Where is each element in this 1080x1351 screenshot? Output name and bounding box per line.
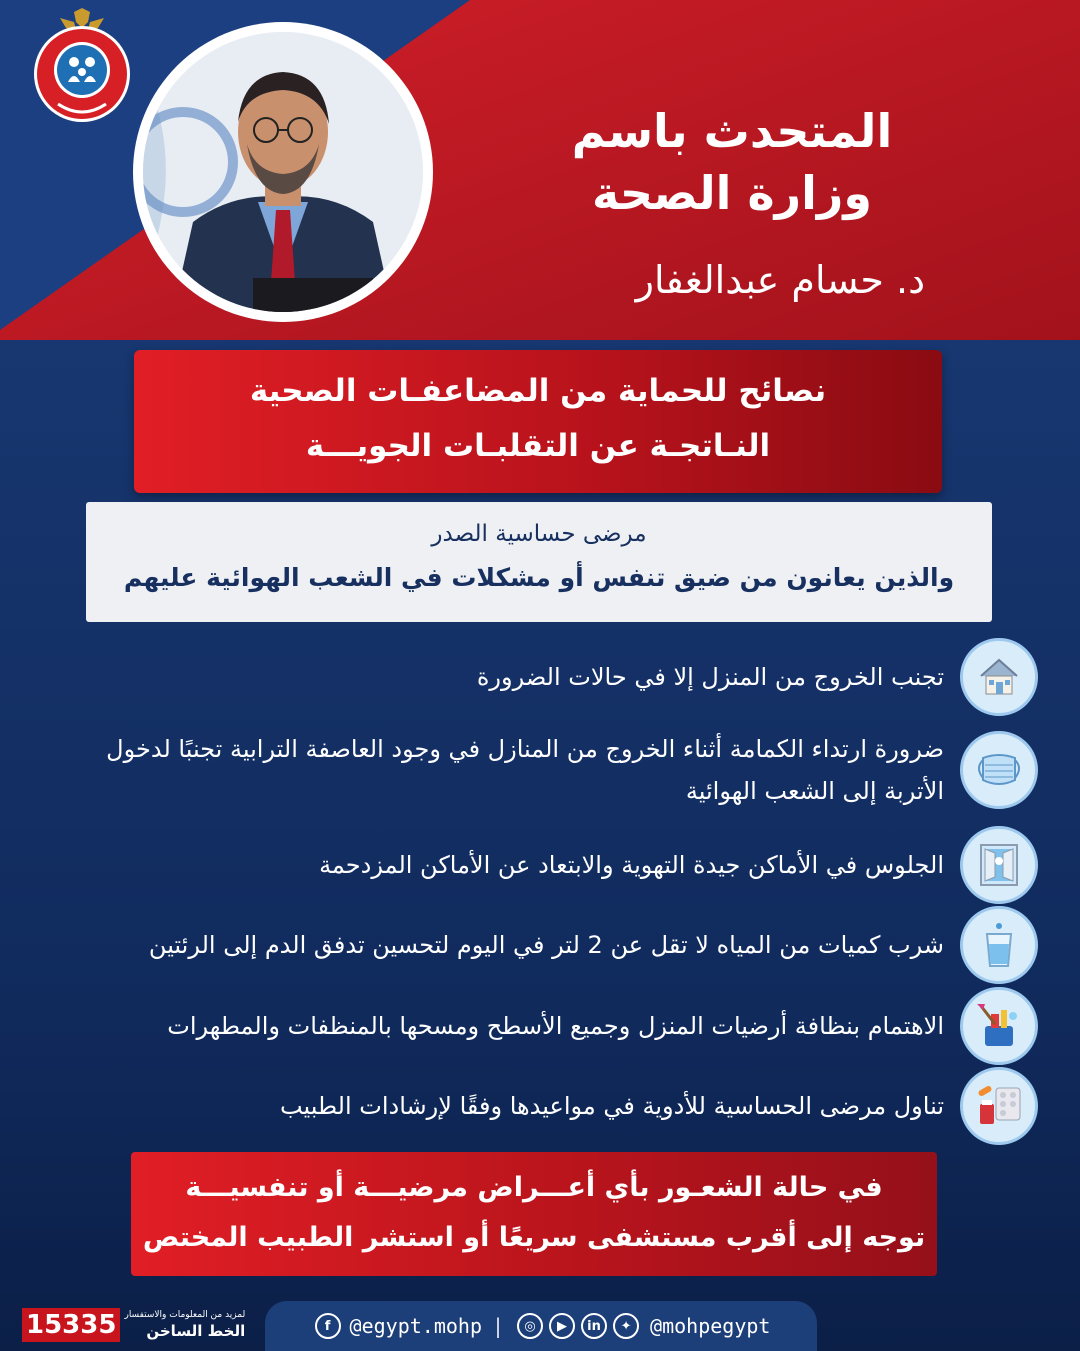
- twitter-icon[interactable]: ✦: [613, 1313, 639, 1339]
- social-bar: [265, 1301, 817, 1351]
- youtube-icon[interactable]: ▶: [549, 1313, 575, 1339]
- house-icon: [960, 638, 1038, 716]
- speaker-name: د. حسام عبدالغفار: [635, 258, 925, 302]
- headline-line-1: نصائح للحماية من المضاعفـات الصحية: [249, 373, 827, 409]
- headline-line-2: النـاتجـة عن التقلبـات الجويـــة: [305, 428, 771, 464]
- speaker-photo-inner: [143, 32, 423, 312]
- footer: [0, 1293, 1080, 1351]
- face-mask-icon: [960, 731, 1038, 809]
- ministry-logo: [30, 8, 134, 126]
- cleaning-supplies-icon: [960, 987, 1038, 1065]
- tip-item: [40, 728, 1038, 812]
- tip-text: تجنب الخروج من المنزل إلا في حالات الضرورة: [476, 663, 944, 691]
- tip-item: [40, 826, 1038, 904]
- hotline: [22, 1307, 245, 1343]
- audience-line-1: مرضى حساسية الصدر: [431, 521, 647, 547]
- page-title: [522, 100, 942, 224]
- tip-item: [40, 906, 1038, 984]
- tip-text: شرب كميات من المياه لا تقل عن 2 لتر في اليوم لتحسين تدفق الدم إلى الرئتين: [148, 931, 944, 959]
- title-line-1: المتحدث باسم: [571, 104, 893, 158]
- ministry-seal-icon: [30, 8, 134, 126]
- tip-item: [40, 638, 1038, 716]
- instagram-icon[interactable]: ◎: [517, 1313, 543, 1339]
- hotline-label-group: [124, 1309, 245, 1341]
- tip-text: تناول مرضى الحساسية للأدوية في مواعيدها وفقًا لإرشادات الطبيب: [279, 1092, 944, 1120]
- linkedin-icon[interactable]: in: [581, 1313, 607, 1339]
- tip-text: الاهتمام بنظافة أرضيات المنزل وجميع الأسطح ومسحها بالمنظفات والمطهرات: [167, 1012, 944, 1040]
- hotline-number[interactable]: 15335: [22, 1308, 120, 1342]
- medicine-pills-icon: [960, 1067, 1038, 1145]
- tip-text: ضرورة ارتداء الكمامة أثناء الخروج من المنازل في وجود العاصفة الترابية تجنبًا لدخول الأتربة إلى الشعب الهوائية: [106, 735, 944, 805]
- warning-line-1: في حالة الشعـور بأي أعـــراض مرضيـــة أو تنفسيـــة: [185, 1172, 883, 1203]
- title-line-2: وزارة الصحة: [592, 166, 872, 220]
- other-social-handle[interactable]: @mohpegypt: [650, 1314, 771, 1338]
- speaker-portrait-icon: [143, 32, 423, 312]
- audience-box: [86, 502, 992, 622]
- warning-line-2: توجه إلى أقرب مستشفى سريعًا أو استشر الطبيب المختص: [142, 1222, 926, 1253]
- facebook-icon[interactable]: f: [315, 1313, 341, 1339]
- hotline-label: الخط الساخن: [146, 1322, 246, 1340]
- tip-item: [40, 1067, 1038, 1145]
- facebook-handle[interactable]: @egypt.mohp: [349, 1314, 482, 1338]
- audience-line-2: والذين يعانون من ضيق تنفس أو مشكلات في الشعب الهوائية عليهم: [123, 563, 955, 592]
- tip-text: الجلوس في الأماكن جيدة التهوية والابتعاد عن الأماكن المزدحمة: [319, 851, 944, 879]
- speaker-photo: [133, 22, 433, 322]
- open-window-icon: [960, 826, 1038, 904]
- water-glass-icon: [960, 906, 1038, 984]
- warning-box: [131, 1152, 937, 1276]
- divider: |: [491, 1314, 505, 1338]
- headline-box: [134, 350, 942, 493]
- tip-item: [40, 987, 1038, 1065]
- hotline-small-text: لمزيد من المعلومات والاستفسار: [124, 1310, 246, 1320]
